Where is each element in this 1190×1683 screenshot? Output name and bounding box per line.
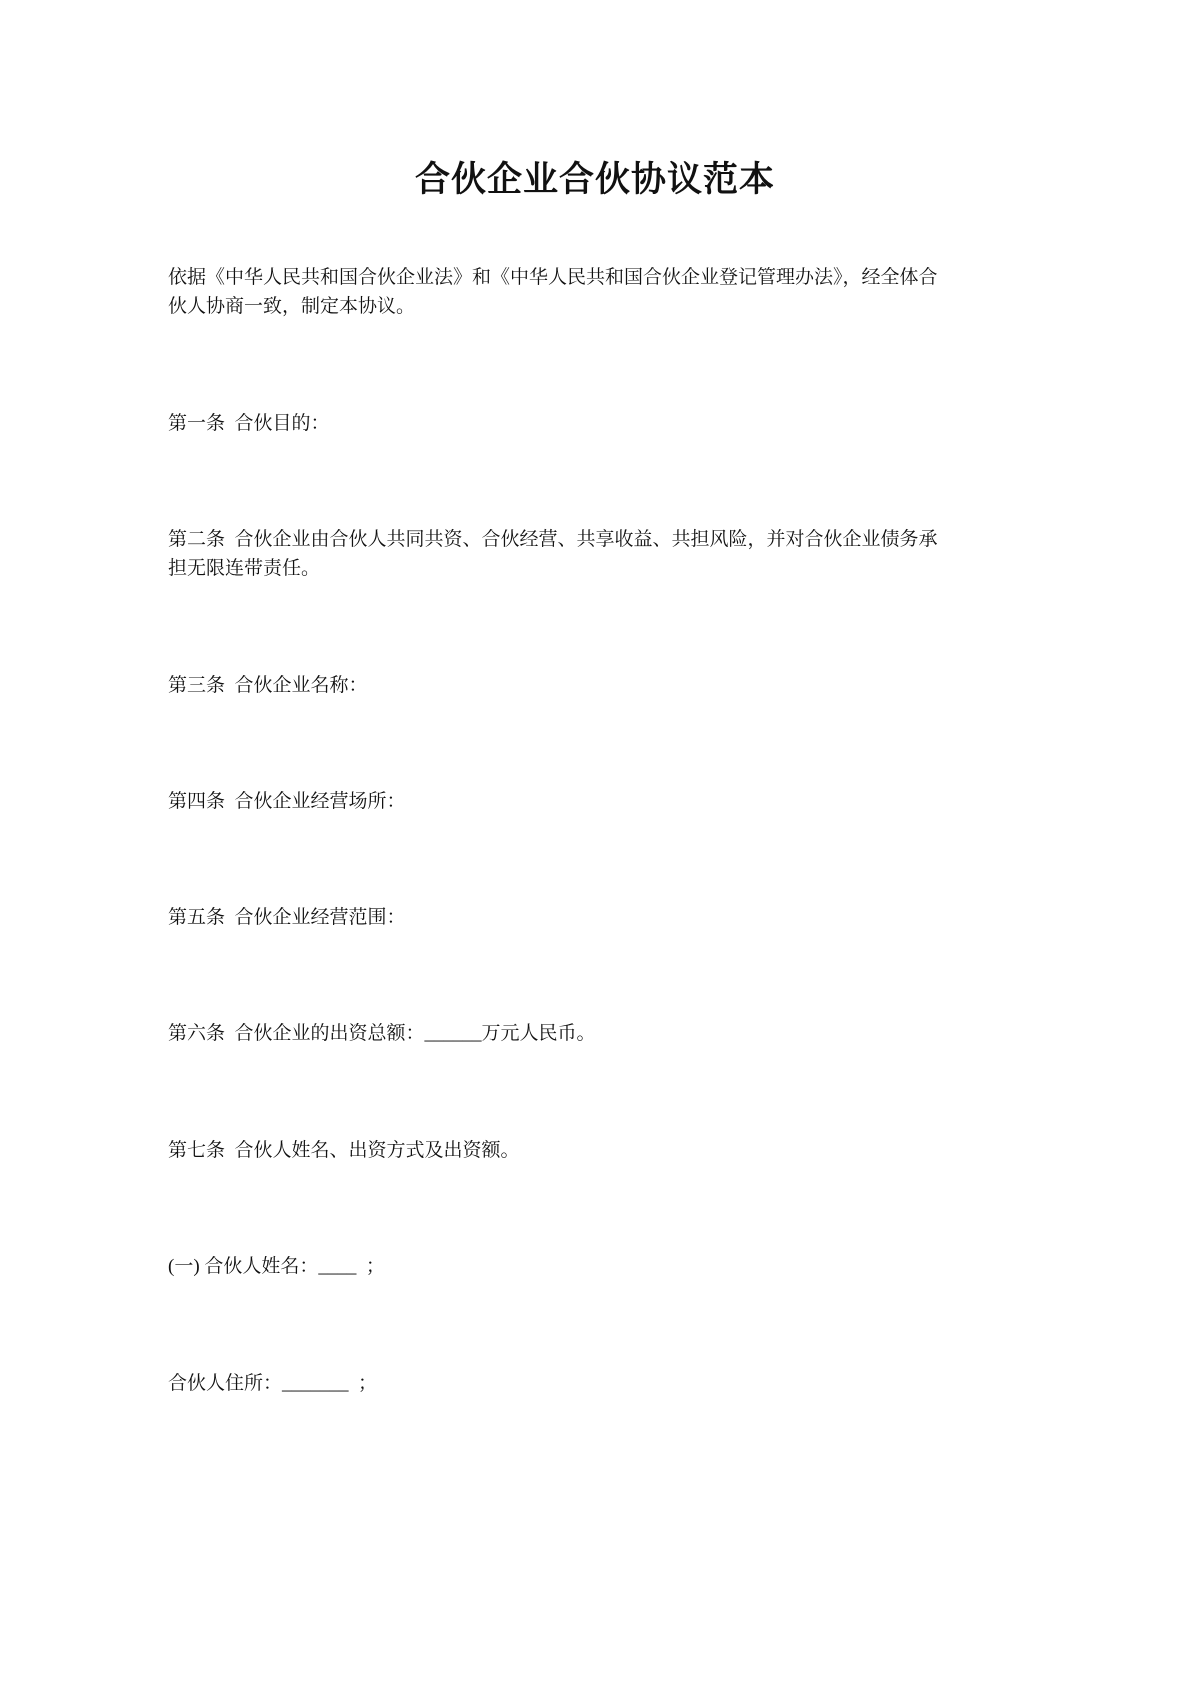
article-4: 第四条 合伙企业经营场所： [168,791,406,812]
intro-paragraph: 依据《中华人民共和国合伙企业法》和《中华人民共和国合伙企业登记管理办法》，经全体合伙人协商一致，制定本协议。 [168,267,938,317]
article-3: 第三条 合伙企业名称： [168,675,368,696]
article-6: 第六条 合伙企业的出资总额：______万元人民币。 [168,1023,596,1044]
article-1: 第一条 合伙目的： [168,413,330,434]
partner-name-line: (一) 合伙人姓名：____ ； [168,1256,385,1277]
document-title: 合伙企业合伙协议范本 [414,160,775,199]
article-7: 第七条 合伙人姓名、出资方式及出资额。 [168,1140,520,1161]
partner-address-line: 合伙人住所：_______ ； [168,1373,378,1394]
article-2: 第二条 合伙企业由合伙人共同共资、合伙经营、共享收益、共担风险，并对合伙企业债务承担无限连带责任。 [168,529,938,579]
article-5: 第五条 合伙企业经营范围： [168,907,406,928]
